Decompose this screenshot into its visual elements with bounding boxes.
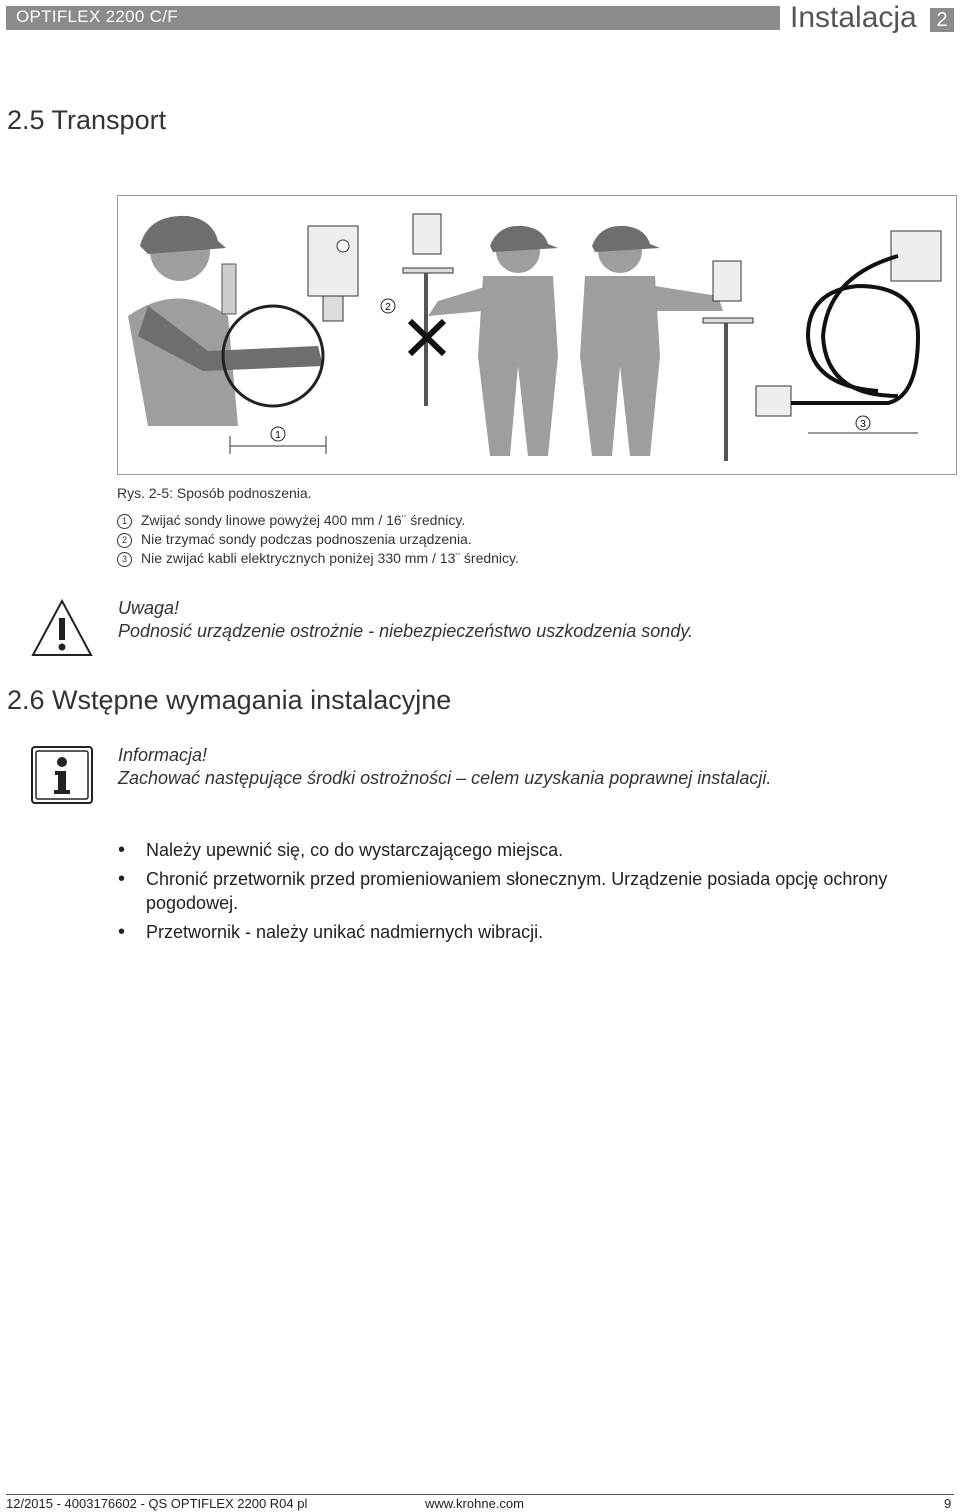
svg-text:2: 2 bbox=[385, 302, 391, 313]
caution-title: Uwaga! bbox=[118, 598, 180, 618]
legend-number: 3 bbox=[117, 552, 132, 567]
legend-text: Zwijać sondy linowe powyżej 400 mm / 16¨ średnicy. bbox=[141, 512, 466, 528]
list-item: • Przetwornik - należy unikać nadmiernych wibracji. bbox=[118, 920, 958, 944]
svg-text:3: 3 bbox=[860, 419, 866, 430]
footer-divider bbox=[6, 1494, 954, 1495]
list-item: • Należy upewnić się, co do wystarczającego miejsca. bbox=[118, 838, 958, 862]
requirements-list bbox=[118, 838, 958, 949]
figure-caption: Rys. 2-5: Sposób podnoszenia. bbox=[117, 485, 312, 501]
callout-2 bbox=[381, 299, 395, 313]
footer-document-id: 12/2015 - 4003176602 - QS OPTIFLEX 2200 R04 pl bbox=[6, 1496, 308, 1511]
device-remote-cable bbox=[756, 231, 941, 433]
legend-item-3 bbox=[117, 550, 519, 567]
legend-number: 1 bbox=[117, 514, 132, 529]
info-text: Zachować następujące środki ostrożności – celem uzyskania poprawnej instalacji. bbox=[118, 768, 772, 788]
info-title: Informacja! bbox=[118, 745, 208, 765]
section-title-transport: 2.5 Transport bbox=[7, 105, 167, 135]
warning-triangle-icon bbox=[30, 598, 94, 658]
product-name: OPTIFLEX 2200 C/F bbox=[16, 7, 178, 26]
svg-text:1: 1 bbox=[275, 430, 281, 441]
section-title-prerequisites: 2.6 Wstępne wymagania instalacyjne bbox=[7, 685, 452, 715]
legend-number: 2 bbox=[117, 533, 132, 548]
caution-text: Podnosić urządzenie ostrożnie - niebezpieczeństwo uszkodzenia sondy. bbox=[118, 621, 693, 641]
chapter-title: Instalacja bbox=[790, 1, 917, 34]
person-coiling-probe bbox=[128, 216, 326, 454]
lifting-figure bbox=[117, 195, 957, 475]
legend-item-2 bbox=[117, 531, 472, 548]
page-number: 9 bbox=[944, 1496, 952, 1511]
lifting-illustration bbox=[118, 196, 958, 476]
person-holding-device bbox=[428, 226, 723, 456]
legend-item-1 bbox=[117, 512, 465, 529]
legend-text: Nie zwijać kabli elektrycznych poniżej 330 mm / 13¨ średnicy. bbox=[141, 550, 519, 566]
device-probe-rigid-2 bbox=[703, 261, 753, 461]
callout-3 bbox=[856, 416, 870, 430]
device-housing-1 bbox=[308, 226, 358, 321]
callout-1 bbox=[271, 427, 285, 441]
footer-website: www.krohne.com bbox=[425, 1496, 524, 1511]
legend-text: Nie trzymać sondy podczas podnoszenia urządzenia. bbox=[141, 531, 472, 547]
list-item: • Chronić przetwornik przed promieniowaniem słonecznym. Urządzenie posiada opcję ochrony pogodowej. bbox=[118, 867, 958, 915]
chapter-number-badge: 2 bbox=[930, 8, 954, 32]
info-icon bbox=[31, 746, 93, 804]
